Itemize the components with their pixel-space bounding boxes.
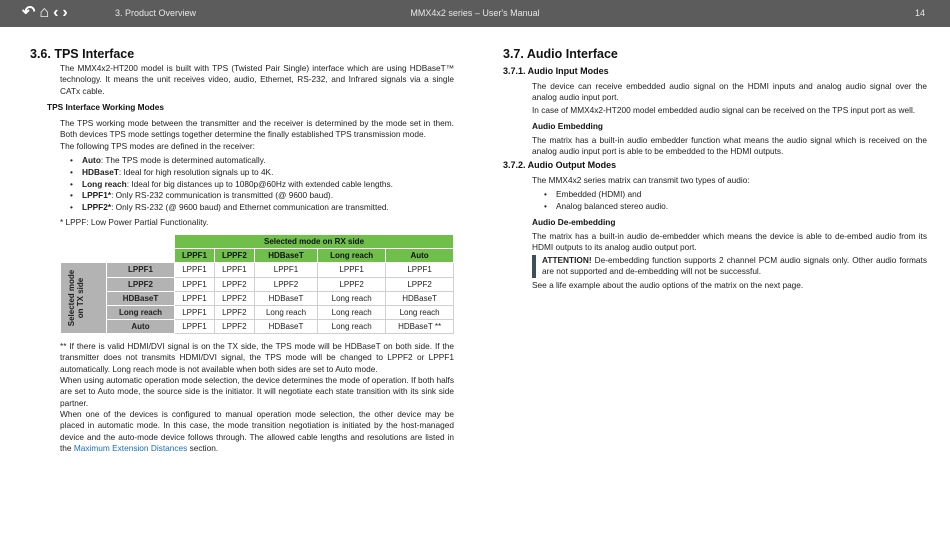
modes-intro: The following TPS modes are defined in the receiver: — [60, 141, 255, 151]
max-extension-link[interactable]: Maximum Extension Distances — [73, 442, 188, 453]
table-cell: LPPF1 — [175, 320, 215, 334]
audio-types-list — [544, 189, 924, 213]
row-header: LPPF2 — [107, 277, 175, 291]
table-cell: HDBaseT — [386, 291, 454, 305]
table-cell: LPPF2 — [254, 277, 317, 291]
table-cell: HDBaseT ** — [386, 320, 454, 334]
table-cell: HDBaseT — [254, 320, 317, 334]
table-row — [61, 320, 454, 334]
top-bar — [0, 0, 950, 27]
table-row — [61, 277, 454, 291]
col-header: LPPF1 — [175, 249, 215, 263]
heading-audio-embedding: Audio Embedding — [532, 121, 603, 131]
list-item: • LPPF2*: Only RS-232 (@ 9600 baud) and Ethernet communication are transmitted. — [70, 202, 454, 214]
table-cell: LPPF2 — [214, 291, 254, 305]
list-item: • HDBaseT: Ideal for high resolution signals up to 4K. — [70, 167, 454, 179]
list-item: • Auto: The TPS mode is determined automatically. — [70, 155, 454, 167]
section-heading-audio: 3.7. Audio Interface — [503, 47, 618, 61]
home-icon[interactable]: ⌂ — [39, 4, 50, 21]
list-item: • Long reach: Ideal for big distances up to 1080p@60Hz with extended cable lengths. — [70, 179, 454, 191]
tx-header: Selected mode on TX side — [61, 263, 107, 334]
page-number: 14 — [914, 8, 925, 18]
section-breadcrumb[interactable]: 3. Product Overview — [115, 8, 197, 18]
table-cell: LPPF1 — [254, 263, 317, 277]
list-item: • Analog balanced stereo audio. — [544, 201, 924, 213]
row-header: Auto — [107, 320, 175, 334]
row-header: Long reach — [107, 305, 175, 319]
audio-output-text: The MMX4x2 series matrix can transmit two types of audio: — [532, 175, 750, 185]
rx-header: Selected mode on RX side — [175, 235, 454, 249]
table-row — [61, 263, 454, 277]
attention-note: ATTENTION! De-embedding function supports 2 channel PCM audio signals only. Other audio formats are not supported and de-embedding will not be successful. — [532, 255, 927, 278]
col-header: HDBaseT — [254, 249, 317, 263]
document-title: MMX4x2 series – User's Manual — [410, 8, 540, 18]
list-item: • LPPF1*: Only RS-232 communication is transmitted (@ 9600 baud). — [70, 190, 454, 202]
table-cell: LPPF1 — [386, 263, 454, 277]
lppf-footnote: * LPPF: Low Power Partial Functionality. — [60, 217, 209, 227]
auto-mode-text: When using automatic operation mode selection, the device determines the mode of operation. If both halfs are set to Auto mode, the source side is the initiator. It will negotiate each state transition with its sink side partner. — [60, 375, 454, 408]
chevron-right-icon[interactable]: › — [62, 4, 68, 21]
table-cell: LPPF1 — [214, 263, 254, 277]
tps-mode-table — [60, 234, 454, 334]
col-header: Long reach — [318, 249, 386, 263]
table-cell: LPPF1 — [175, 291, 215, 305]
heading-working-modes: TPS Interface Working Modes — [47, 102, 164, 112]
list-item: • Embedded (HDMI) and — [544, 189, 924, 201]
audio-embedding-text: The matrix has a built-in audio embedder function what means the audio signal which is received on the analog audio input port is able to be embedded to the HDMI outputs. — [532, 135, 927, 157]
section-heading-tps: 3.6. TPS Interface — [30, 47, 135, 61]
table-cell: Long reach — [254, 305, 317, 319]
table-cell: HDBaseT — [254, 291, 317, 305]
row-header: LPPF1 — [107, 263, 175, 277]
table-cell: Long reach — [318, 291, 386, 305]
audio-input-tps: In case of MMX4x2-HT200 model embedded audio signal can be received on the TPS input port as well. — [532, 105, 916, 115]
table-row — [61, 291, 454, 305]
table-row — [61, 305, 454, 319]
manual-mode-text: When one of the devices is configured to manual operation mode selection, the other device may be placed in automatic mode. In this case, the mode transition negotiation is initiated by the host-managed device and the auto-mode device follows through. The allowed cable lengths and resolutions are listed in the Maximum Extension Distances section. — [60, 409, 454, 453]
deembedding-text: The matrix has a built-in audio de-embedder which means the device is able to de-embed audio from its HDMI outputs to its analog audio output port. — [532, 231, 927, 253]
table-cell: LPPF1 — [175, 305, 215, 319]
working-modes-text: The TPS working mode between the transmitter and the receiver is determined by the mode set in them. Both devices TPS mode settings together determine the finally established TPS transmission mode. — [60, 118, 454, 140]
col-header: Auto — [386, 249, 454, 263]
tps-intro: The MMX4x2-HT200 model is built with TPS (Twisted Pair Single) interface which are using HDBaseT™ technology. It means the unit receives video, audio, Ethernet, RS-232, and Infrared signals via a single CATx cable. — [60, 63, 454, 96]
table-cell: LPPF2 — [386, 277, 454, 291]
table-cell: LPPF1 — [175, 263, 215, 277]
heading-audio-output: 3.7.2. Audio Output Modes — [503, 160, 617, 170]
heading-audio-deembedding: Audio De-embedding — [532, 217, 616, 227]
modes-list — [70, 155, 454, 214]
life-example-text: See a life example about the audio options of the matrix on the next page. — [532, 280, 804, 290]
row-header: HDBaseT — [107, 291, 175, 305]
table-cell: LPPF2 — [318, 277, 386, 291]
table-cell: LPPF1 — [175, 277, 215, 291]
table-cell: LPPF2 — [214, 305, 254, 319]
table-cell: LPPF2 — [214, 277, 254, 291]
table-cell: Long reach — [386, 305, 454, 319]
auto-note: ** If there is valid HDMI/DVI signal is on the TX side, the TPS mode will be HDBaseT on both side. If the transmitter does not transmits HDMI/DVI signal, the TPS mode will be changed to LPPF2 or LPPF1 automatically. Long reach mode is not available when both sides are set to Auto mode. — [60, 341, 454, 374]
back-return-icon[interactable]: ↶ — [22, 4, 36, 21]
table-cell: LPPF2 — [214, 320, 254, 334]
col-header: LPPF2 — [214, 249, 254, 263]
table-cell: LPPF1 — [318, 263, 386, 277]
table-cell: Long reach — [318, 305, 386, 319]
audio-input-text: The device can receive embedded audio signal on the HDMI inputs and analog audio signal over the analog audio input port. — [532, 81, 927, 103]
heading-audio-input: 3.7.1. Audio Input Modes — [503, 66, 609, 76]
table-cell: Long reach — [318, 320, 386, 334]
chevron-left-icon[interactable]: ‹ — [53, 4, 59, 21]
